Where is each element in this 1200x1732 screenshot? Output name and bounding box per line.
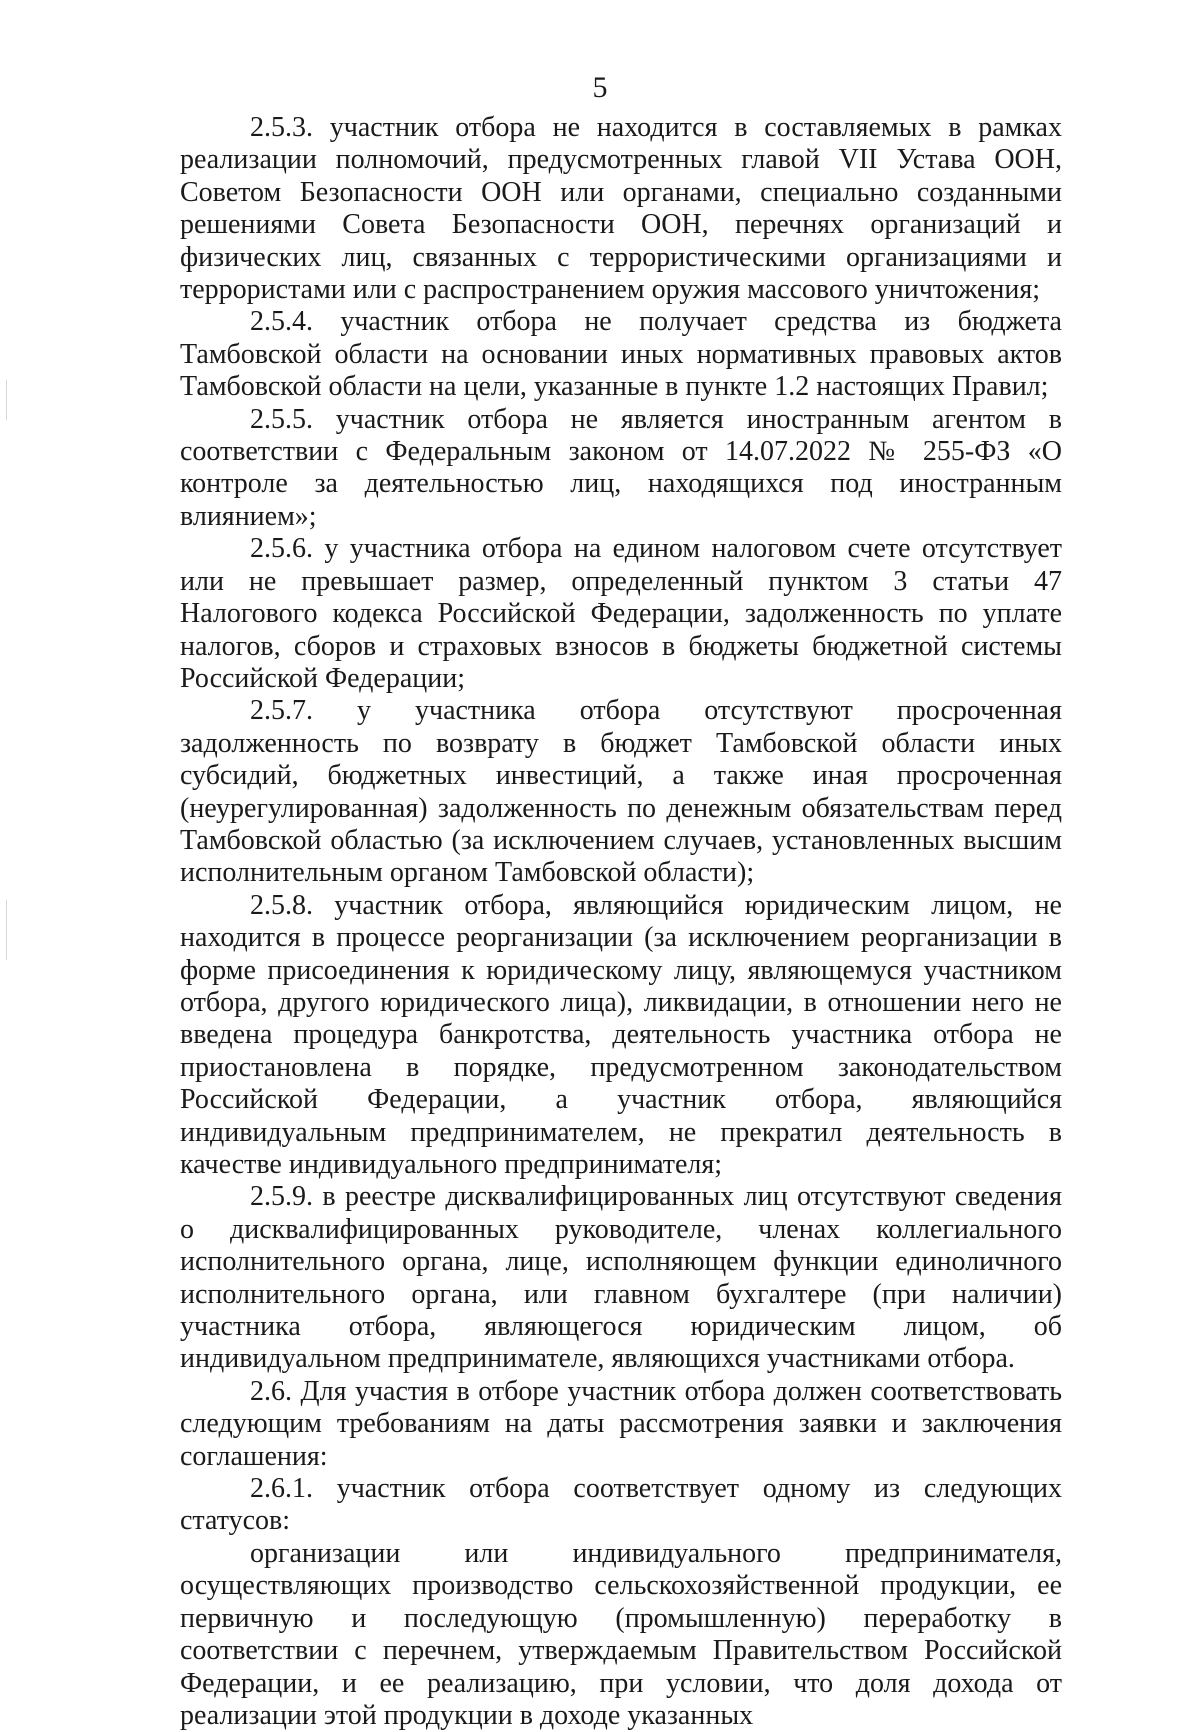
- paragraph-2-5-5: 2.5.5. участник отбора не является иностранным агентом в соответствии с Федеральным законом от 14.07.2022 № 255-ФЗ «О контроле за деятельностью лиц, находящихся под иностранным влиянием»;: [180, 403, 1062, 532]
- paragraph-2-6: 2.6. Для участия в отборе участник отбора должен соответствовать следующим требованиям на даты рассмотрения заявки и заключения соглашения:: [180, 1375, 1062, 1472]
- scan-edge-mark: [6, 380, 7, 420]
- document-body: [180, 112, 1062, 1732]
- paragraph-2-5-3: 2.5.3. участник отбора не находится в составляемых в рамках реализации полномочий, предусмотренных главой VII Устава ООН, Советом Безопасности ООН или органами, специально созданными решениями Совета Безопасности ООН, перечнях организаций и физических лиц, связанных с террористическими организациями и террористами или с распространением оружия массового уничтожения;: [180, 112, 1062, 306]
- paragraph-2-5-7: 2.5.7. у участника отбора отсутствуют просроченная задолженность по возврату в бюджет Тамбовской области иных субсидий, бюджетных инвестиций, а также иная просроченная (неурегулированная) задолженность по денежным обязательствам перед Тамбовской областью (за исключением случаев, установленных высшим исполнительным органом Тамбовской области);: [180, 695, 1062, 889]
- paragraph-2-5-4: 2.5.4. участник отбора не получает средства из бюджета Тамбовской области на основании иных нормативных правовых актов Тамбовской области на цели, указанные в пункте 1.2 настоящих Правил;: [180, 306, 1062, 403]
- page-number: 5: [592, 71, 608, 104]
- paragraph-2-5-8: 2.5.8. участник отбора, являющийся юридическим лицом, не находится в процессе реорганизации (за исключением реорганизации в форме присоединения к юридическому лицу, являющемуся участником отбора, другого юридического лица), ликвидации, в отношении него не введена процедура банкротства, деятельность участника отбора не приостановлена в порядке, предусмотренном законодательством Российской Федерации, а участник отбора, являющийся индивидуальным предпринимателем, не прекратил деятельность в качестве индивидуального предпринимателя;: [180, 889, 1062, 1180]
- paragraph-2-5-9: 2.5.9. в реестре дисквалифицированных лиц отсутствуют сведения о дисквалифицированных руководителе, членах коллегиального исполнительного органа, лице, исполняющем функции единоличного исполнительного органа, или главном бухгалтере (при наличии) участника отбора, являющегося юридическим лицом, об индивидуальном предпринимателе, являющихся участниками отбора.: [180, 1181, 1062, 1375]
- paragraph-2-5-6: 2.5.6. у участника отбора на едином налоговом счете отсутствует или не превышает размер, определенный пунктом 3 статьи 47 Налогового кодекса Российской Федерации, задолженность по уплате налогов, сборов и страховых взносов в бюджеты бюджетной системы Российской Федерации;: [180, 533, 1062, 694]
- paragraph-2-6-1: 2.6.1. участник отбора соответствует одному из следующих статусов:: [180, 1473, 1062, 1537]
- paragraph-status-organizations: организации или индивидуального предпринимателя, осуществляющих производство сельскохозяйственной продукции, ее первичную и последующую (промышленную) переработку в соответствии с перечнем, утверждаемым Правительством Российской Федерации, и ее реализацию, при условии, что доля дохода от реализации этой продукции в доходе указанных: [180, 1537, 1062, 1731]
- scan-edge-mark: [6, 900, 7, 960]
